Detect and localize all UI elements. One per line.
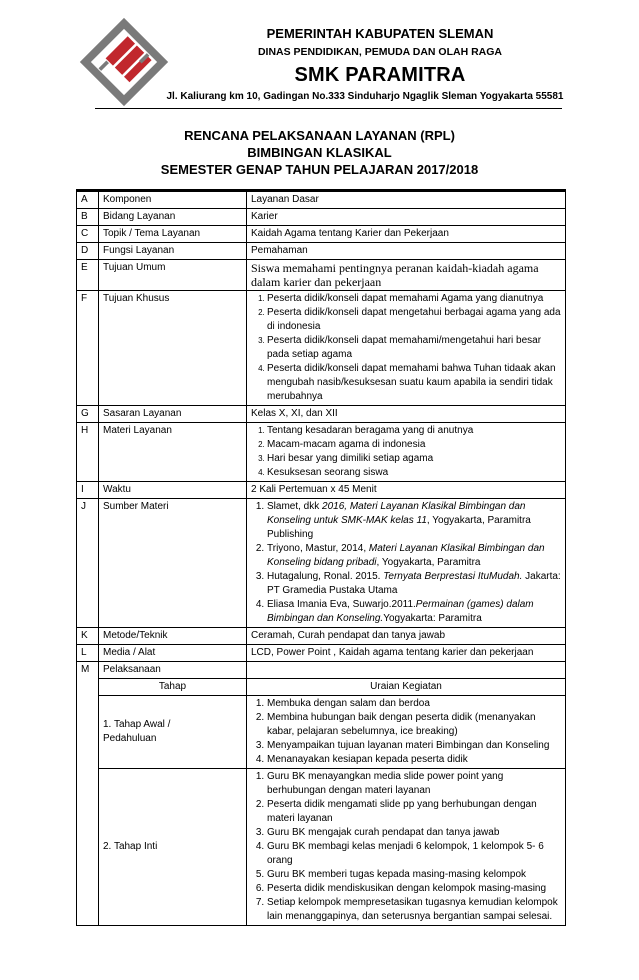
document-subtitle: BIMBINGAN KLASIKAL — [247, 145, 392, 160]
row-code: G — [77, 406, 99, 423]
stage-activity-list — [251, 770, 561, 924]
document-title: RENCANA PELAKSANAAN LAYANAN (RPL) — [184, 128, 455, 143]
table-row — [77, 662, 566, 679]
row-value: Kelas X, XI, dan XII — [247, 406, 566, 423]
row-label: Waktu — [99, 482, 247, 499]
row-code: F — [77, 291, 99, 406]
list-item: 4. Menanayakan kesiapan kepada peserta didik — [267, 753, 561, 767]
list-item: 1. Tentang kesadaran beragama yang di anutnya — [267, 424, 561, 438]
row-code: E — [77, 260, 99, 291]
stage-activity-list — [251, 697, 561, 767]
row-code: M — [77, 662, 99, 926]
row-value: Pemahaman — [247, 243, 566, 260]
table-row — [77, 696, 566, 769]
list-item: 2. Membina hubungan baik dengan peserta didik (menanyakan kabar, pelajaran sebelumnya, ice breaking) — [267, 711, 561, 739]
table-row — [77, 226, 566, 243]
row-code: A — [77, 191, 99, 209]
list-item: 4. Peserta didik/konseli dapat memahami bahwa Tuhan tidaak akan mengubah nasib/kesuksesan suatu kaum apabila ia sendiri tidak merubahnya — [267, 362, 561, 404]
row-code: K — [77, 628, 99, 645]
row-value: Ceramah, Curah pendapat dan tanya jawab — [247, 628, 566, 645]
row-value: Karier — [247, 209, 566, 226]
sumber-materi-list — [251, 500, 561, 626]
list-item: 4. Eliasa Imania Eva, Suwarjo.2011.Permainan (games) dalam Bimbingan dan Konseling.Yogyakarta: Paramitra — [267, 598, 561, 626]
row-value: Layanan Dasar — [247, 191, 566, 209]
stage-name: 1. Tahap Awal / Pedahuluan — [99, 696, 247, 769]
row-value — [247, 662, 566, 679]
stage-activities — [247, 696, 566, 769]
list-item: 5. Guru BK memberi tugas kepada masing-masing kelompok — [267, 868, 561, 882]
row-label: Materi Layanan — [99, 423, 247, 482]
row-label: Tujuan Umum — [99, 260, 247, 291]
row-label: Media / Alat — [99, 645, 247, 662]
row-value — [247, 291, 566, 406]
header-government: PEMERINTAH KABUPATEN SLEMAN — [266, 26, 494, 41]
table-row — [77, 406, 566, 423]
table-row — [77, 291, 566, 406]
table-row — [77, 628, 566, 645]
row-code: B — [77, 209, 99, 226]
list-item: 2. Macam-macam agama di indonesia — [267, 438, 561, 452]
list-item: 2. Triyono, Mastur, 2014, Materi Layanan Klasikal Bimbingan dan Konseling bidang pribadi, Yogyakarta, Paramitra — [267, 542, 561, 570]
list-item: 3. Hutagalung, Ronal. 2015. Ternyata Berprestasi ItuMudah. Jakarta: PT Gramedia Pustaka Utama — [267, 570, 561, 598]
row-label: Fungsi Layanan — [99, 243, 247, 260]
list-item: 2. Peserta didik mengamati slide pp yang berhubungan dengan materi layanan — [267, 798, 561, 826]
list-item: 1. Membuka dengan salam dan berdoa — [267, 697, 561, 711]
row-code: H — [77, 423, 99, 482]
stage-name: 2. Tahap Inti — [99, 769, 247, 926]
table-row — [77, 769, 566, 926]
materi-list — [251, 424, 561, 480]
col-uraian-header: Uraian Kegiatan — [247, 679, 566, 696]
table-row — [77, 260, 566, 291]
header-department: DINAS PENDIDIKAN, PEMUDA DAN OLAH RAGA — [257, 46, 503, 58]
row-label: Topik / Tema Layanan — [99, 226, 247, 243]
list-item: 3. Guru BK mengajak curah pendapat dan tanya jawab — [267, 826, 561, 840]
table-row — [77, 191, 566, 209]
header-school-name: SMK PARAMITRA — [294, 64, 466, 86]
row-label: Sasaran Layanan — [99, 406, 247, 423]
list-item: 2. Peserta didik/konseli dapat mengetahui berbagai agama yang ada di indonesia — [267, 306, 561, 334]
row-label: Bidang Layanan — [99, 209, 247, 226]
tujuan-khusus-list — [251, 292, 561, 404]
row-code: L — [77, 645, 99, 662]
table-row — [77, 499, 566, 628]
list-item: 4. Kesuksesan seorang siswa — [267, 466, 561, 480]
document-semester: SEMESTER GENAP TAHUN PELAJARAN 2017/2018 — [160, 162, 479, 177]
table-row — [77, 645, 566, 662]
row-value — [247, 499, 566, 628]
header-divider — [95, 108, 562, 109]
row-code: I — [77, 482, 99, 499]
row-value: 2 Kali Pertemuan x 45 Menit — [247, 482, 566, 499]
row-label: Sumber Materi — [99, 499, 247, 628]
list-item: 1. Guru BK menayangkan media slide power point yang berhubungan dengan materi layanan — [267, 770, 561, 798]
list-item: 7. Setiap kelompok mempresetasikan tugasnya kemudian kelompok lain menanggapinya, dan seterusnya bergantian sampai selesai. — [267, 896, 561, 924]
row-code: C — [77, 226, 99, 243]
stage-activities — [247, 769, 566, 926]
row-code: J — [77, 499, 99, 628]
list-item: 6. Peserta didik mendiskusikan dengan kelompok masing-masing — [267, 882, 561, 896]
list-item: 1. Peserta didik/konseli dapat memahami Agama yang dianutnya — [267, 292, 561, 306]
rpl-table — [76, 189, 566, 926]
row-label: Pelaksanaan — [99, 662, 247, 679]
list-item: 3. Peserta didik/konseli dapat memahami/mengetahui hari besar pada setiap agama — [267, 334, 561, 362]
row-value — [247, 423, 566, 482]
row-label: Komponen — [99, 191, 247, 209]
col-tahap-header: Tahap — [99, 679, 247, 696]
table-row — [77, 423, 566, 482]
list-item: 3. Menyampaikan tujuan layanan materi Bimbingan dan Konseling — [267, 739, 561, 753]
row-value: Kaidah Agama tentang Karier dan Pekerjaan — [247, 226, 566, 243]
list-item: 1. Slamet, dkk 2016, Materi Layanan Klasikal Bimbingan dan Konseling untuk SMK-MAK kelas 11, Yogyakarta, Paramitra Publishing — [267, 500, 561, 542]
row-label: Tujuan Khusus — [99, 291, 247, 406]
list-item: 3. Hari besar yang dimiliki setiap agama — [267, 452, 561, 466]
row-code: D — [77, 243, 99, 260]
header-address: Jl. Kaliurang km 10, Gadingan No.333 Sinduharjo Ngaglik Sleman Yogyakarta 55581 — [166, 91, 564, 102]
table-row — [77, 482, 566, 499]
table-row — [77, 679, 566, 696]
row-value: Siswa memahami pentingnya peranan kaidah-kiadah agama dalam karier dan pekerjaan — [247, 260, 566, 291]
table-row — [77, 243, 566, 260]
table-row — [77, 209, 566, 226]
row-value: LCD, Power Point , Kaidah agama tentang karier dan pekerjaan — [247, 645, 566, 662]
list-item: 4. Guru BK membagi kelas menjadi 6 kelompok, 1 kelompok 5- 6 orang — [267, 840, 561, 868]
row-label: Metode/Teknik — [99, 628, 247, 645]
